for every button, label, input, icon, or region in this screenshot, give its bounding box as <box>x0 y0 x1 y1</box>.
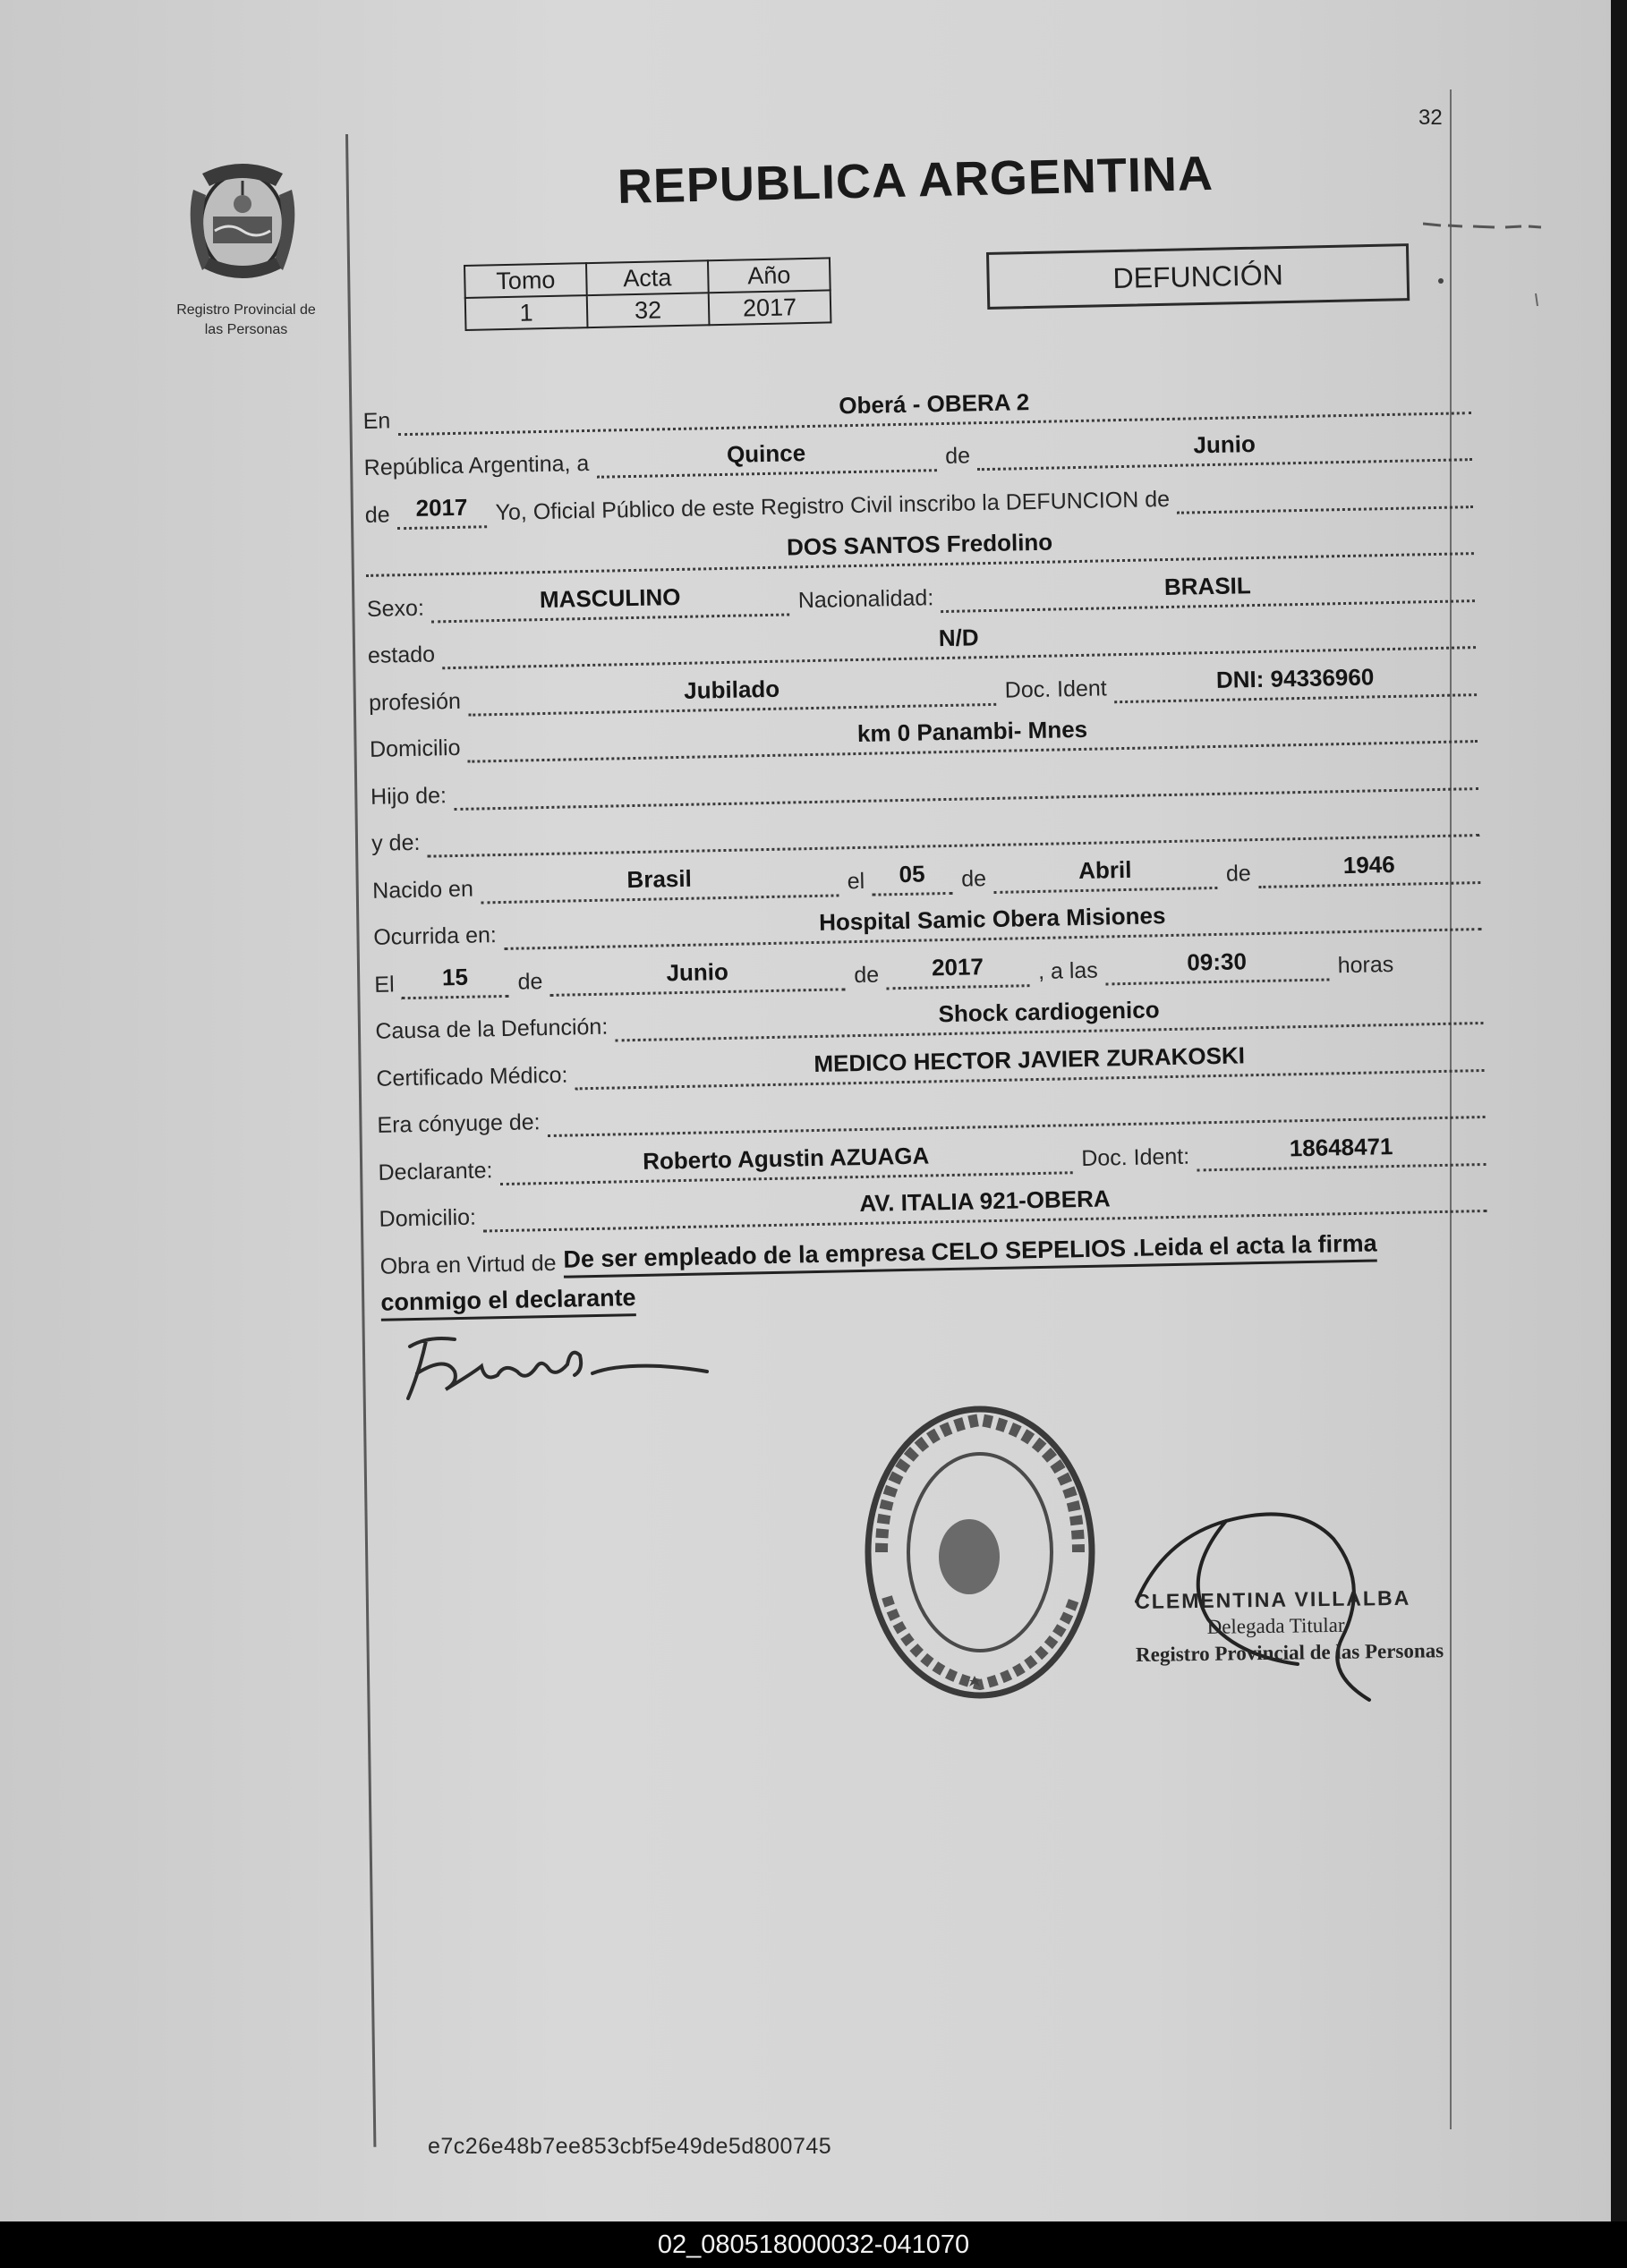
label-profesion: profesión <box>368 688 462 716</box>
field-declarante: Roberto Agustin AZUAGA <box>499 1139 1073 1185</box>
page-number: 32 <box>1418 106 1443 130</box>
issuer-caption <box>143 301 349 340</box>
official-stamp-text <box>1135 1584 1444 1669</box>
label-en: En <box>362 407 391 434</box>
official-seal-icon <box>855 1400 1105 1704</box>
label-declarante-doc: Doc. Ident: <box>1080 1143 1190 1171</box>
header-tomo: Tomo <box>464 263 587 298</box>
label-de: de <box>364 501 390 528</box>
issuer-caption-line-1: Registro Provincial de <box>176 302 316 318</box>
label-de: de <box>944 443 971 469</box>
field-declarante-doc: 18648471 <box>1197 1130 1486 1170</box>
field-nacionalidad: BRASIL <box>941 567 1475 613</box>
field-death-day: 15 <box>401 962 509 998</box>
label-de: de <box>960 865 987 892</box>
official-title: Delegada Titular <box>1206 1613 1345 1638</box>
label-horas: horas <box>1337 951 1394 978</box>
field-certificado: MEDICO HECTOR JAVIER ZURAKOSKI <box>575 1037 1485 1090</box>
label-nacido-en: Nacido en <box>371 876 474 904</box>
label-ocurrida-en: Ocurrida en: <box>373 922 498 950</box>
field-causa: Shock cardiogenico <box>615 990 1484 1041</box>
label-de: de <box>854 962 880 988</box>
field-declarante-domicilio: AV. ITALIA 921-OBERA <box>483 1177 1487 1233</box>
field-obra-text-2: conmigo el declarante <box>380 1284 636 1321</box>
value-tomo: 1 <box>465 295 588 330</box>
label-doc-ident: Doc. Ident <box>1004 675 1107 703</box>
official-name: CLEMENTINA VILLALBA <box>1135 1585 1411 1613</box>
issuer-caption-line-2: las Personas <box>204 322 288 337</box>
document-hash: e7c26e48b7ee853cbf5e49de5d800745 <box>428 2134 832 2159</box>
label-obra-en-virtud: Obra en Virtud de <box>379 1250 557 1279</box>
label-conyuge: Era cónyuge de: <box>377 1109 541 1138</box>
field-obra-text-1: De ser empleado de la empresa CELO SEPELIOS .Leida el acta la firma <box>563 1229 1377 1278</box>
label-sexo: Sexo: <box>366 595 425 622</box>
field-day-words: Quince <box>596 437 937 479</box>
file-code-footer: 02_080518000032-041070 <box>0 2221 1627 2268</box>
province-crest-icon <box>175 154 310 288</box>
label-declarante-domicilio: Domicilio: <box>379 1204 477 1232</box>
field-nacido-en: Brasil <box>480 862 839 904</box>
label-domicilio: Domicilio <box>369 735 461 762</box>
stray-ink-marks <box>1423 215 1548 322</box>
field-place: Oberá - OBERA 2 <box>397 379 1471 436</box>
label-el: el <box>847 868 865 894</box>
field-ocurrida-en: Hospital Samic Obera Misiones <box>503 896 1481 950</box>
field-estado: N/D <box>442 614 1476 669</box>
field-birth-year: 1946 <box>1257 849 1480 888</box>
official-office: Registro Provincial de las Personas <box>1135 1639 1444 1666</box>
field-profesion: Jubilado <box>467 670 996 716</box>
field-sexo: MASCULINO <box>430 581 789 623</box>
header-acta: Acta <box>586 260 709 295</box>
label-republica: República Argentina, a <box>363 450 590 480</box>
officer-statement: Yo, Oficial Público de este Registro Civil inscribo la DEFUNCION de <box>495 486 1171 525</box>
label-a-las: , a las <box>1037 957 1099 984</box>
record-reference-table <box>464 257 831 331</box>
field-death-month: Junio <box>549 956 846 997</box>
document-type-box: DEFUNCIÓN <box>986 243 1410 310</box>
label-El: El <box>374 971 395 998</box>
field-month: Junio <box>977 426 1472 471</box>
header-ano: Año <box>708 258 831 293</box>
page-title: REPUBLICA ARGENTINA <box>617 146 1214 214</box>
field-deceased-name: DOS SANTOS Fredolino <box>365 520 1474 577</box>
label-y-de: y de: <box>371 829 421 856</box>
field-domicilio: km 0 Panambi- Mnes <box>467 708 1478 763</box>
label-de: de <box>1225 860 1252 887</box>
field-blank <box>1177 473 1473 514</box>
value-acta: 32 <box>587 293 710 327</box>
field-death-time: 09:30 <box>1104 946 1329 985</box>
value-ano: 2017 <box>709 290 831 325</box>
label-estado: estado <box>367 641 436 668</box>
record-body <box>362 367 1498 1321</box>
table-row <box>465 290 831 330</box>
label-causa: Causa de la Defunción: <box>375 1014 609 1044</box>
field-death-year: 2017 <box>886 952 1030 990</box>
label-declarante: Declarante: <box>378 1157 493 1185</box>
field-doc-ident: DNI: 94336960 <box>1113 661 1477 703</box>
label-nacionalidad: Nacionalidad: <box>797 584 934 613</box>
label-hijo: Hijo de: <box>370 782 447 810</box>
label-certificado: Certificado Médico: <box>376 1062 568 1092</box>
field-year: 2017 <box>396 493 487 530</box>
declarant-signature-icon <box>392 1320 714 1409</box>
field-birth-month: Abril <box>993 854 1218 893</box>
label-de: de <box>517 968 543 995</box>
field-birth-day: 05 <box>872 859 953 896</box>
